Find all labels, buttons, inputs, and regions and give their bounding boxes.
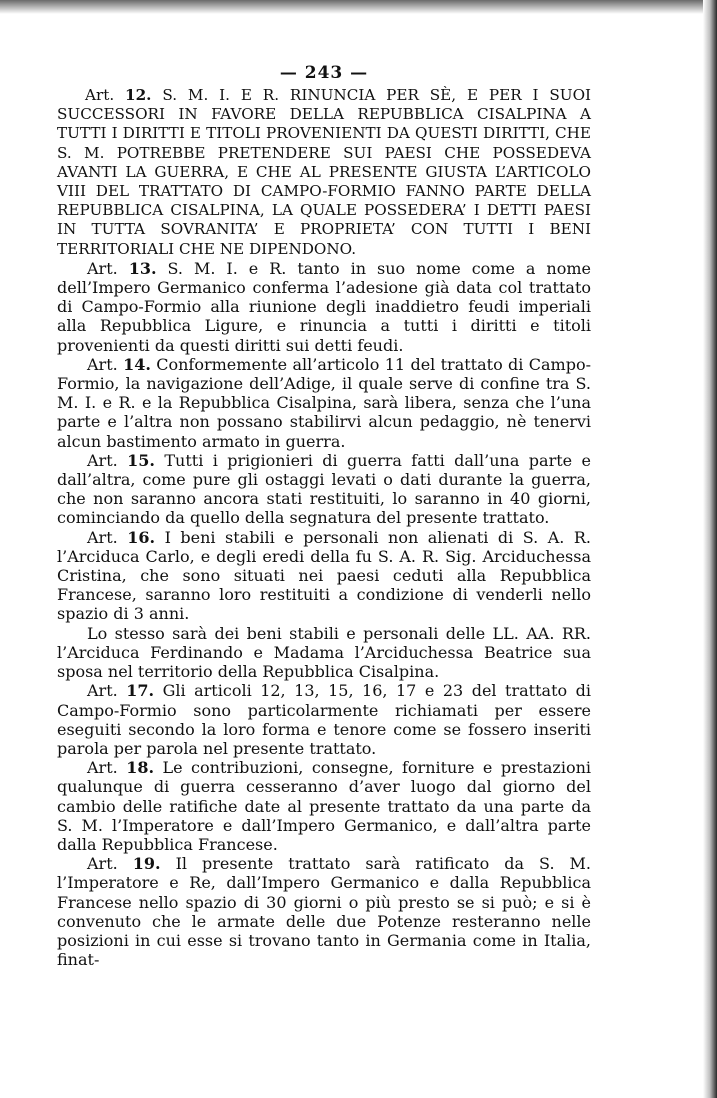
article-14: [57, 355, 591, 451]
article-13: [57, 259, 591, 355]
article-18: [57, 758, 591, 854]
article-text: Tutti i prigionieri di guerra fatti dall’una parte e dall’altra, come pure gli ostaggi levati o dati durante la guerra, che non saranno ancora stati restituiti, lo saranno in 40 giorni, cominciando da quello della segnatura del presente trattato.: [57, 450, 591, 528]
article-number: 15.: [127, 450, 155, 470]
article-text: S. M. I. E R. RINUNCIA PER SÈ, E PER I SUOI SUCCESSORI IN FAVORE DELLA REPUBBLICA CISALPINA A TUTTI I DIRITTI E TITOLI PROVENIENTI DA QUESTI DIRITTI, CHE S. M. POTREBBE PRETENDERE SUI PAESI CHE POSSEDEVA AVANTI LA GUERRA, E CHE AL PRESENTE GIUSTA L’ARTICOLO VIII DEL TRATTATO DI CAMPO-FORMIO FANNO PARTE DELLA REPUBBLICA CISALPINA, LA QUALE POSSEDERA’ I DETTI PAESI IN TUTTA SOVRANITA’ E PROPRIETA’ CON TUTTI I BENI TERRITORIALI CHE NE DIPENDONO.: [57, 86, 592, 258]
article-text: Conformemente all’articolo 11 del trattato di Campo-Formio, la navigazione dell’Adige, il quale serve di confine tra S. M. I. e R. e la Repubblica Cisalpina, sarà libera, senza che l’una parte e l’altra non possano stabilirvi alcun pedaggio, nè tenervi alcun bastimento armato in guerra.: [57, 354, 591, 451]
scan-shadow-top: [0, 0, 717, 14]
article-text: Il presente trattato sarà ratificato da S. M. l’Imperatore e Re, dall’Impero Germanico e dalla Repubblica Francese nello spazio di 30 giorni o più presto se si può; e si è convenuto che le armate delle due Potenze resteranno nelle posizioni in cui esse si trovano tanto in Germania come in Italia, finat-: [57, 854, 592, 970]
art-label: Art.: [87, 450, 118, 470]
art-label: Art.: [87, 527, 118, 547]
article-16: [57, 528, 591, 624]
article-number: 14.: [123, 354, 151, 374]
article-number: 13.: [128, 258, 157, 278]
article-number: 12.: [125, 86, 152, 104]
article-text: Lo stesso sarà dei beni stabili e personali delle LL. AA. RR. l’Arciduca Ferdinando e Madama l’Arciduchessa Beatrice sua sposa nel territorio della Repubblica Cisalpina.: [57, 623, 591, 682]
article-text: Le contribuzioni, consegne, forniture e prestazioni qualunque di guerra cesseranno d’aver luogo dal giorno del cambio delle ratifiche date al presente trattato da una parte da S. M. l’Imperatore e dall’Impero Germanico, e dall’altra parte dalla Repubblica Francese.: [57, 758, 591, 854]
article-17: [57, 681, 591, 758]
article-number: 18.: [126, 758, 155, 778]
art-label: Art.: [87, 258, 118, 278]
art-label: Art.: [87, 681, 118, 701]
art-label: Art.: [85, 86, 115, 104]
article-15: [57, 451, 591, 528]
art-label: Art.: [87, 854, 118, 874]
article-text: Gli articoli 12, 13, 15, 16, 17 e 23 del trattato di Campo-Formio sono particolarmente richiamati per essere eseguiti secondo la loro forma e tenore come se fossero inseriti parola per parola nel presente trattato.: [57, 681, 591, 758]
scan-shadow-right: [703, 0, 717, 1098]
art-label: Art.: [87, 354, 118, 374]
article-number: 19.: [132, 854, 161, 874]
art-label: Art.: [87, 758, 118, 778]
article-12: [57, 86, 591, 259]
book-page: [57, 60, 591, 969]
page-number-header: — 243 —: [279, 63, 369, 83]
article-text: S. M. I. e R. tanto in suo nome come a nome dell’Impero Germanico conferma l’adesione già data col trattato di Campo-Formio alla riunione degli inaddietro feudi imperiali alla Repubblica Ligure, e rinuncia a tutti i diritti e titoli provenienti da questi diritti sui detti feudi.: [57, 258, 592, 355]
article-text: I beni stabili e personali non alienati di S. A. R. l’Arciduca Carlo, e degli eredi della fu S. A. R. Sig. Arciduchessa Cristina, che sono situati nei paesi ceduti alla Repubblica Francese, saranno loro restituiti a condizione di venderli nello spazio di 3 anni.: [57, 527, 591, 624]
article-number: 16.: [127, 527, 156, 547]
article-number: 17.: [126, 681, 155, 701]
article-16-continued: [57, 624, 591, 682]
article-19: [57, 854, 591, 969]
